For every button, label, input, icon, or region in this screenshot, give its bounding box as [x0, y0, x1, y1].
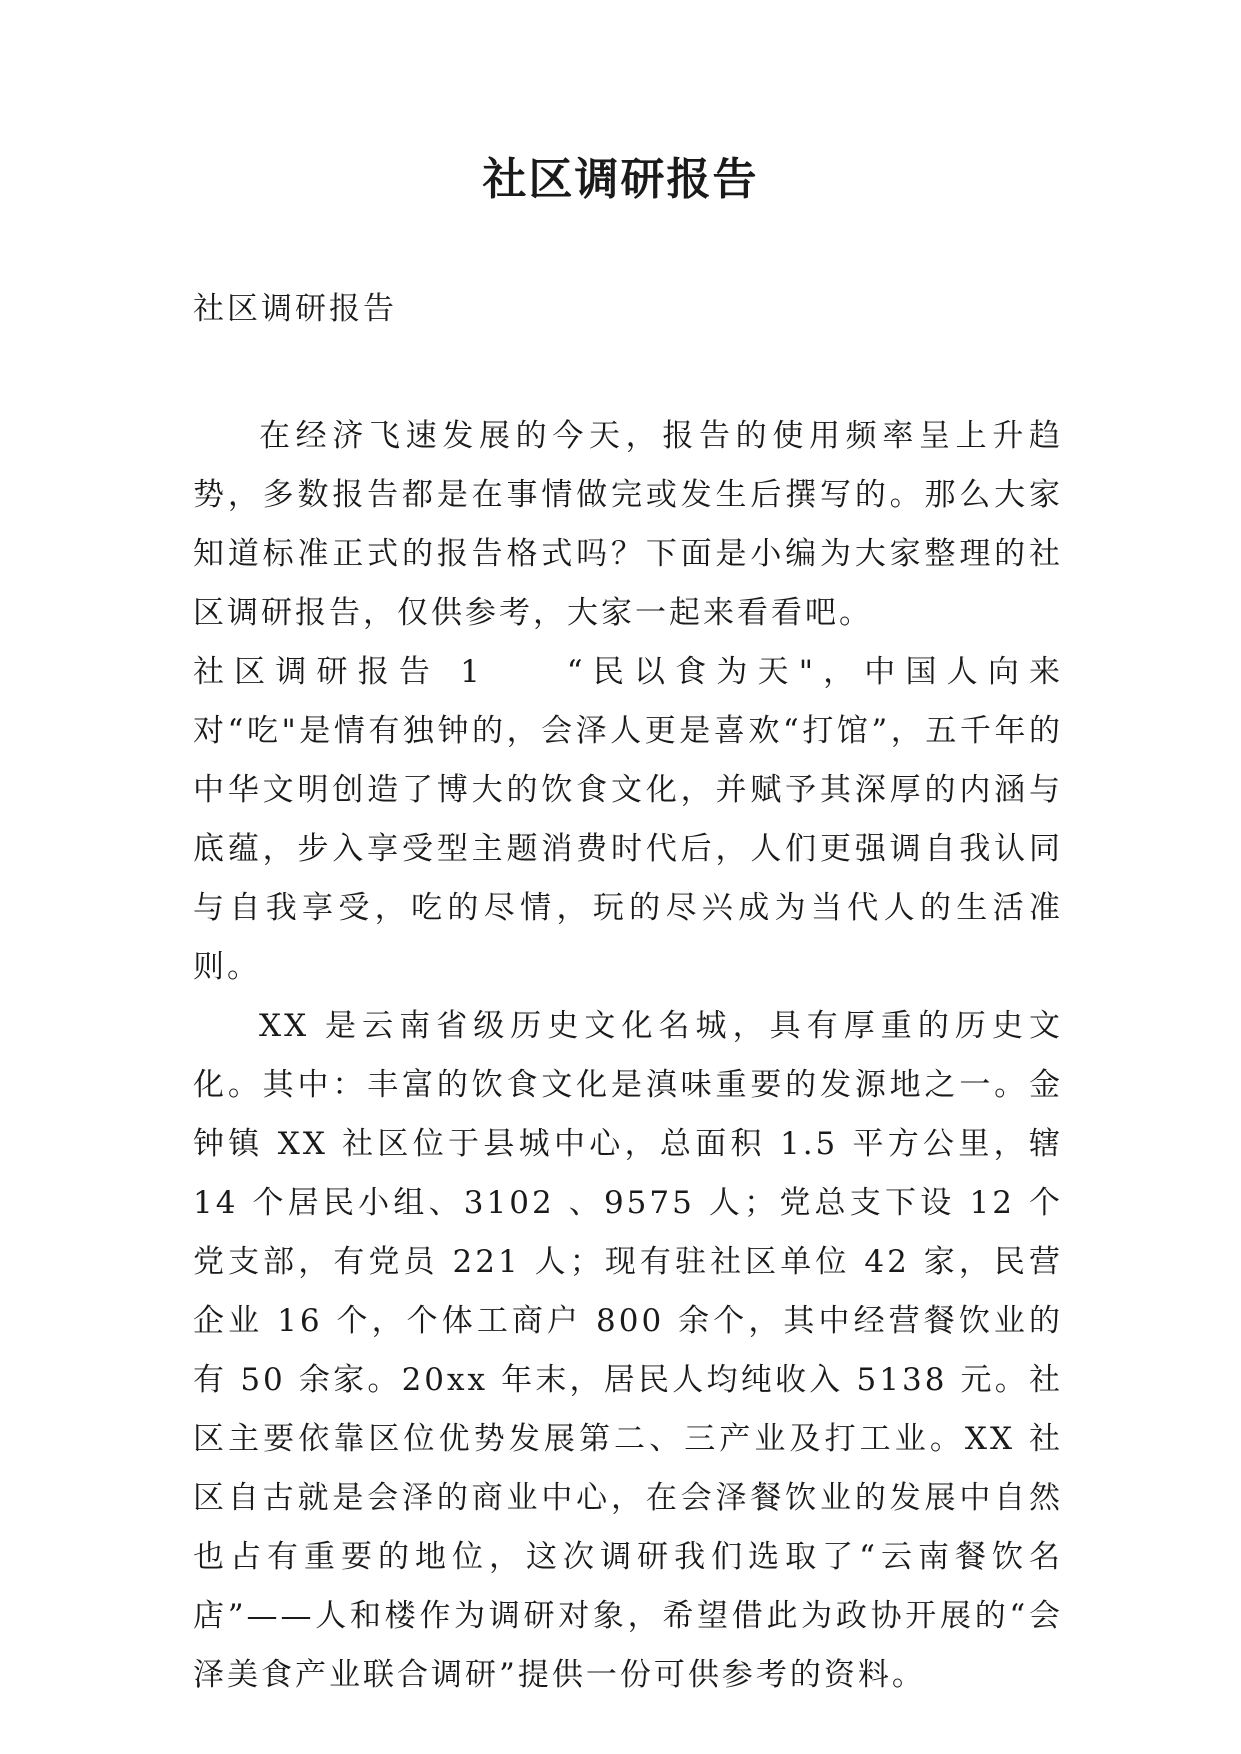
document-body — [193, 407, 1063, 1705]
section-1-paragraph — [193, 643, 1063, 997]
document-title: 社区调研报告 — [482, 154, 759, 205]
section-1-text: “民以食为天"，中国人向来对“吃"是情有独钟的，会泽人更是喜欢“打馆”，五千年的中华文明创造了博大的饮食文化，并赋予其深厚的内涵与底蕴，步入享受型主题消费时代后，人们更强调自我认同与自我享受，吃的尽情，玩的尽兴成为当代人的生活准则。 — [193, 654, 1063, 985]
document-subtitle: 社区调研报告 — [193, 291, 397, 327]
intro-paragraph: 在经济飞速发展的今天，报告的使用频率呈上升趋势，多数报告都是在事情做完或发生后撰写的。那么大家知道标准正式的报告格式吗？下面是小编为大家整理的社区调研报告，仅供参考，大家一起来看看吧。 — [193, 418, 1063, 631]
section-1-heading: 社区调研报告 1 — [193, 654, 483, 690]
paragraph-2: XX 是云南省级历史文化名城，具有厚重的历史文化。其中：丰富的饮食文化是滇味重要的发源地之一。金钟镇 XX 社区位于县城中心，总面积 1.5 平方公里，辖 14 个居民小组、3102 、9575 人；党总支下设 12 个党支部，有党员 221 人；现有驻社区单位 42 家，民营企业 16 个，个体工商户 800 余个，其中经营餐饮业的有 50 余家。20xx 年末，居民人均纯收入 5138 元。社区主要依靠区位优势发展第二、三产业及打工业。XX 社区自古就是会泽的商业中心，在会泽餐饮业的发展中自然也占有重要的地位，这次调研我们选取了“云南餐饮名店”——人和楼作为调研对象，希望借此为政协开展的“会泽美食产业联合调研”提供一份可供参考的资料。 — [193, 1008, 1063, 1693]
